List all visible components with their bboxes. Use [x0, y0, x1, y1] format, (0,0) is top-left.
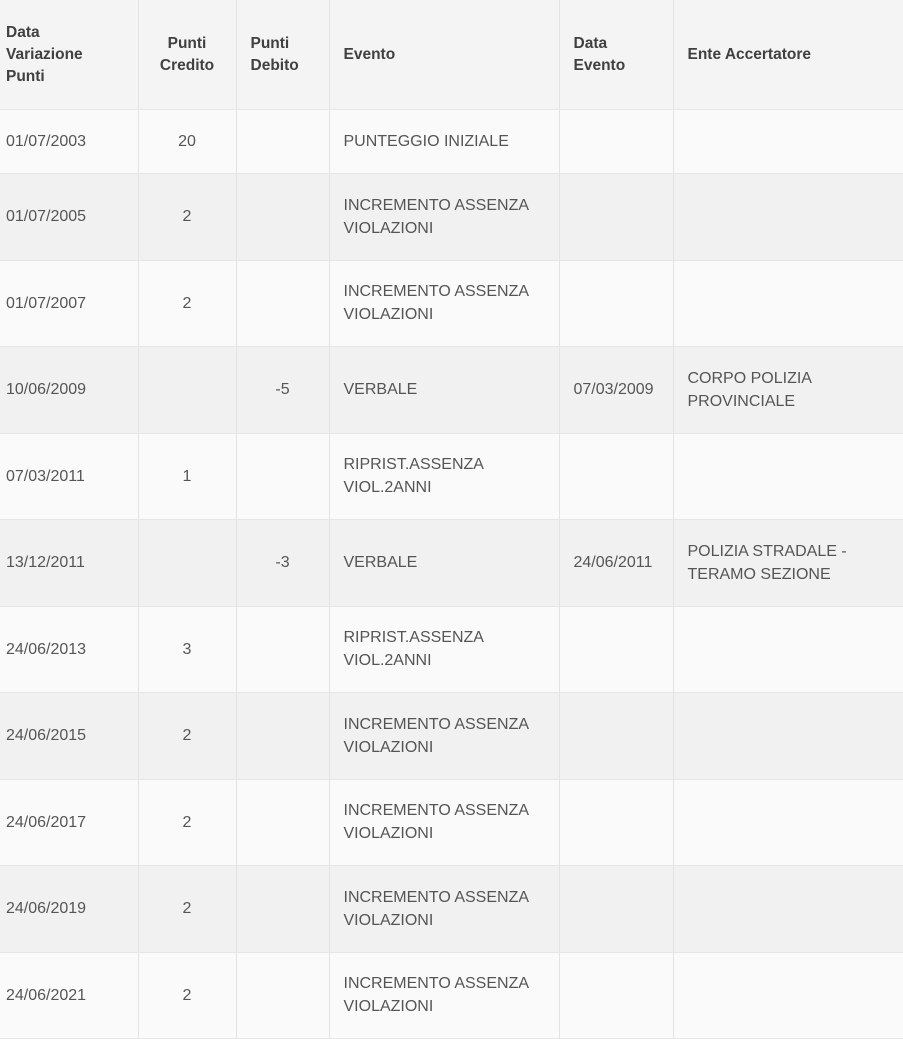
cell-event: INCREMENTO ASSENZA VIOLAZIONI [329, 174, 559, 261]
cell-debit-points: -3 [236, 520, 329, 607]
cell-authority [673, 779, 903, 866]
cell-event: PUNTEGGIO INIZIALE [329, 110, 559, 174]
header-authority [673, 0, 903, 110]
cell-date-variation: 01/07/2003 [0, 110, 138, 174]
table-row [0, 433, 903, 520]
cell-credit-points: 2 [138, 174, 236, 261]
header-event-label: Evento [343, 45, 396, 63]
table-row [0, 866, 903, 953]
header-event [329, 0, 559, 110]
table-row [0, 606, 903, 693]
cell-date-variation: 24/06/2015 [0, 693, 138, 780]
cell-date-variation: 24/06/2019 [0, 866, 138, 953]
cell-debit-points [236, 952, 329, 1039]
cell-authority: POLIZIA STRADALE - TERAMO SEZIONE [673, 520, 903, 607]
cell-credit-points: 2 [138, 952, 236, 1039]
table-row [0, 779, 903, 866]
cell-debit-points [236, 779, 329, 866]
cell-date-variation: 13/12/2011 [0, 520, 138, 607]
cell-credit-points: 2 [138, 260, 236, 347]
cell-event-date: 07/03/2009 [559, 347, 673, 434]
cell-credit-points: 2 [138, 779, 236, 866]
cell-authority [673, 693, 903, 780]
cell-debit-points [236, 110, 329, 174]
cell-date-variation: 07/03/2011 [0, 433, 138, 520]
header-credit-points-label: Punti Credito [159, 34, 215, 74]
header-row [0, 0, 903, 110]
cell-credit-points: 20 [138, 110, 236, 174]
table-header [0, 0, 903, 110]
cell-debit-points [236, 693, 329, 780]
cell-event: INCREMENTO ASSENZA VIOLAZIONI [329, 952, 559, 1039]
cell-event: INCREMENTO ASSENZA VIOLAZIONI [329, 866, 559, 953]
cell-event: INCREMENTO ASSENZA VIOLAZIONI [329, 779, 559, 866]
cell-credit-points: 3 [138, 606, 236, 693]
cell-authority [673, 433, 903, 520]
cell-authority [673, 260, 903, 347]
cell-debit-points [236, 174, 329, 261]
cell-credit-points: 2 [138, 866, 236, 953]
cell-date-variation: 10/06/2009 [0, 347, 138, 434]
header-date-variation [0, 0, 138, 110]
table-row [0, 520, 903, 607]
header-date-variation-label: Data Variazione Punti [6, 23, 83, 85]
cell-date-variation: 24/06/2017 [0, 779, 138, 866]
table-row [0, 110, 903, 174]
table-row [0, 693, 903, 780]
cell-debit-points: -5 [236, 347, 329, 434]
cell-date-variation: 01/07/2005 [0, 174, 138, 261]
cell-event-date: 24/06/2011 [559, 520, 673, 607]
table-row [0, 174, 903, 261]
cell-authority [673, 952, 903, 1039]
cell-event-date [559, 433, 673, 520]
cell-debit-points [236, 433, 329, 520]
cell-event-date [559, 606, 673, 693]
cell-authority [673, 110, 903, 174]
header-debit-points [236, 0, 329, 110]
header-authority-label: Ente Accertatore [687, 45, 811, 63]
cell-event-date [559, 260, 673, 347]
cell-authority [673, 606, 903, 693]
cell-event: VERBALE [329, 520, 559, 607]
table-row [0, 260, 903, 347]
header-debit-points-label: Punti Debito [250, 34, 299, 74]
cell-event: INCREMENTO ASSENZA VIOLAZIONI [329, 260, 559, 347]
cell-event-date [559, 693, 673, 780]
cell-event-date [559, 110, 673, 174]
table-body [0, 110, 903, 1039]
cell-credit-points [138, 347, 236, 434]
cell-credit-points: 2 [138, 693, 236, 780]
cell-event: INCREMENTO ASSENZA VIOLAZIONI [329, 693, 559, 780]
table-row [0, 347, 903, 434]
cell-debit-points [236, 606, 329, 693]
cell-debit-points [236, 260, 329, 347]
cell-event-date [559, 174, 673, 261]
cell-date-variation: 01/07/2007 [0, 260, 138, 347]
cell-event-date [559, 866, 673, 953]
cell-credit-points [138, 520, 236, 607]
header-event-date-label: Data Evento [573, 34, 626, 74]
cell-authority: CORPO POLIZIA PROVINCIALE [673, 347, 903, 434]
cell-event: RIPRIST.ASSENZA VIOL.2ANNI [329, 606, 559, 693]
cell-event-date [559, 779, 673, 866]
cell-event-date [559, 952, 673, 1039]
cell-credit-points: 1 [138, 433, 236, 520]
cell-authority [673, 174, 903, 261]
cell-event: VERBALE [329, 347, 559, 434]
cell-date-variation: 24/06/2021 [0, 952, 138, 1039]
header-credit-points [138, 0, 236, 110]
cell-date-variation: 24/06/2013 [0, 606, 138, 693]
cell-event: RIPRIST.ASSENZA VIOL.2ANNI [329, 433, 559, 520]
cell-authority [673, 866, 903, 953]
cell-debit-points [236, 866, 329, 953]
table-row [0, 952, 903, 1039]
header-event-date [559, 0, 673, 110]
